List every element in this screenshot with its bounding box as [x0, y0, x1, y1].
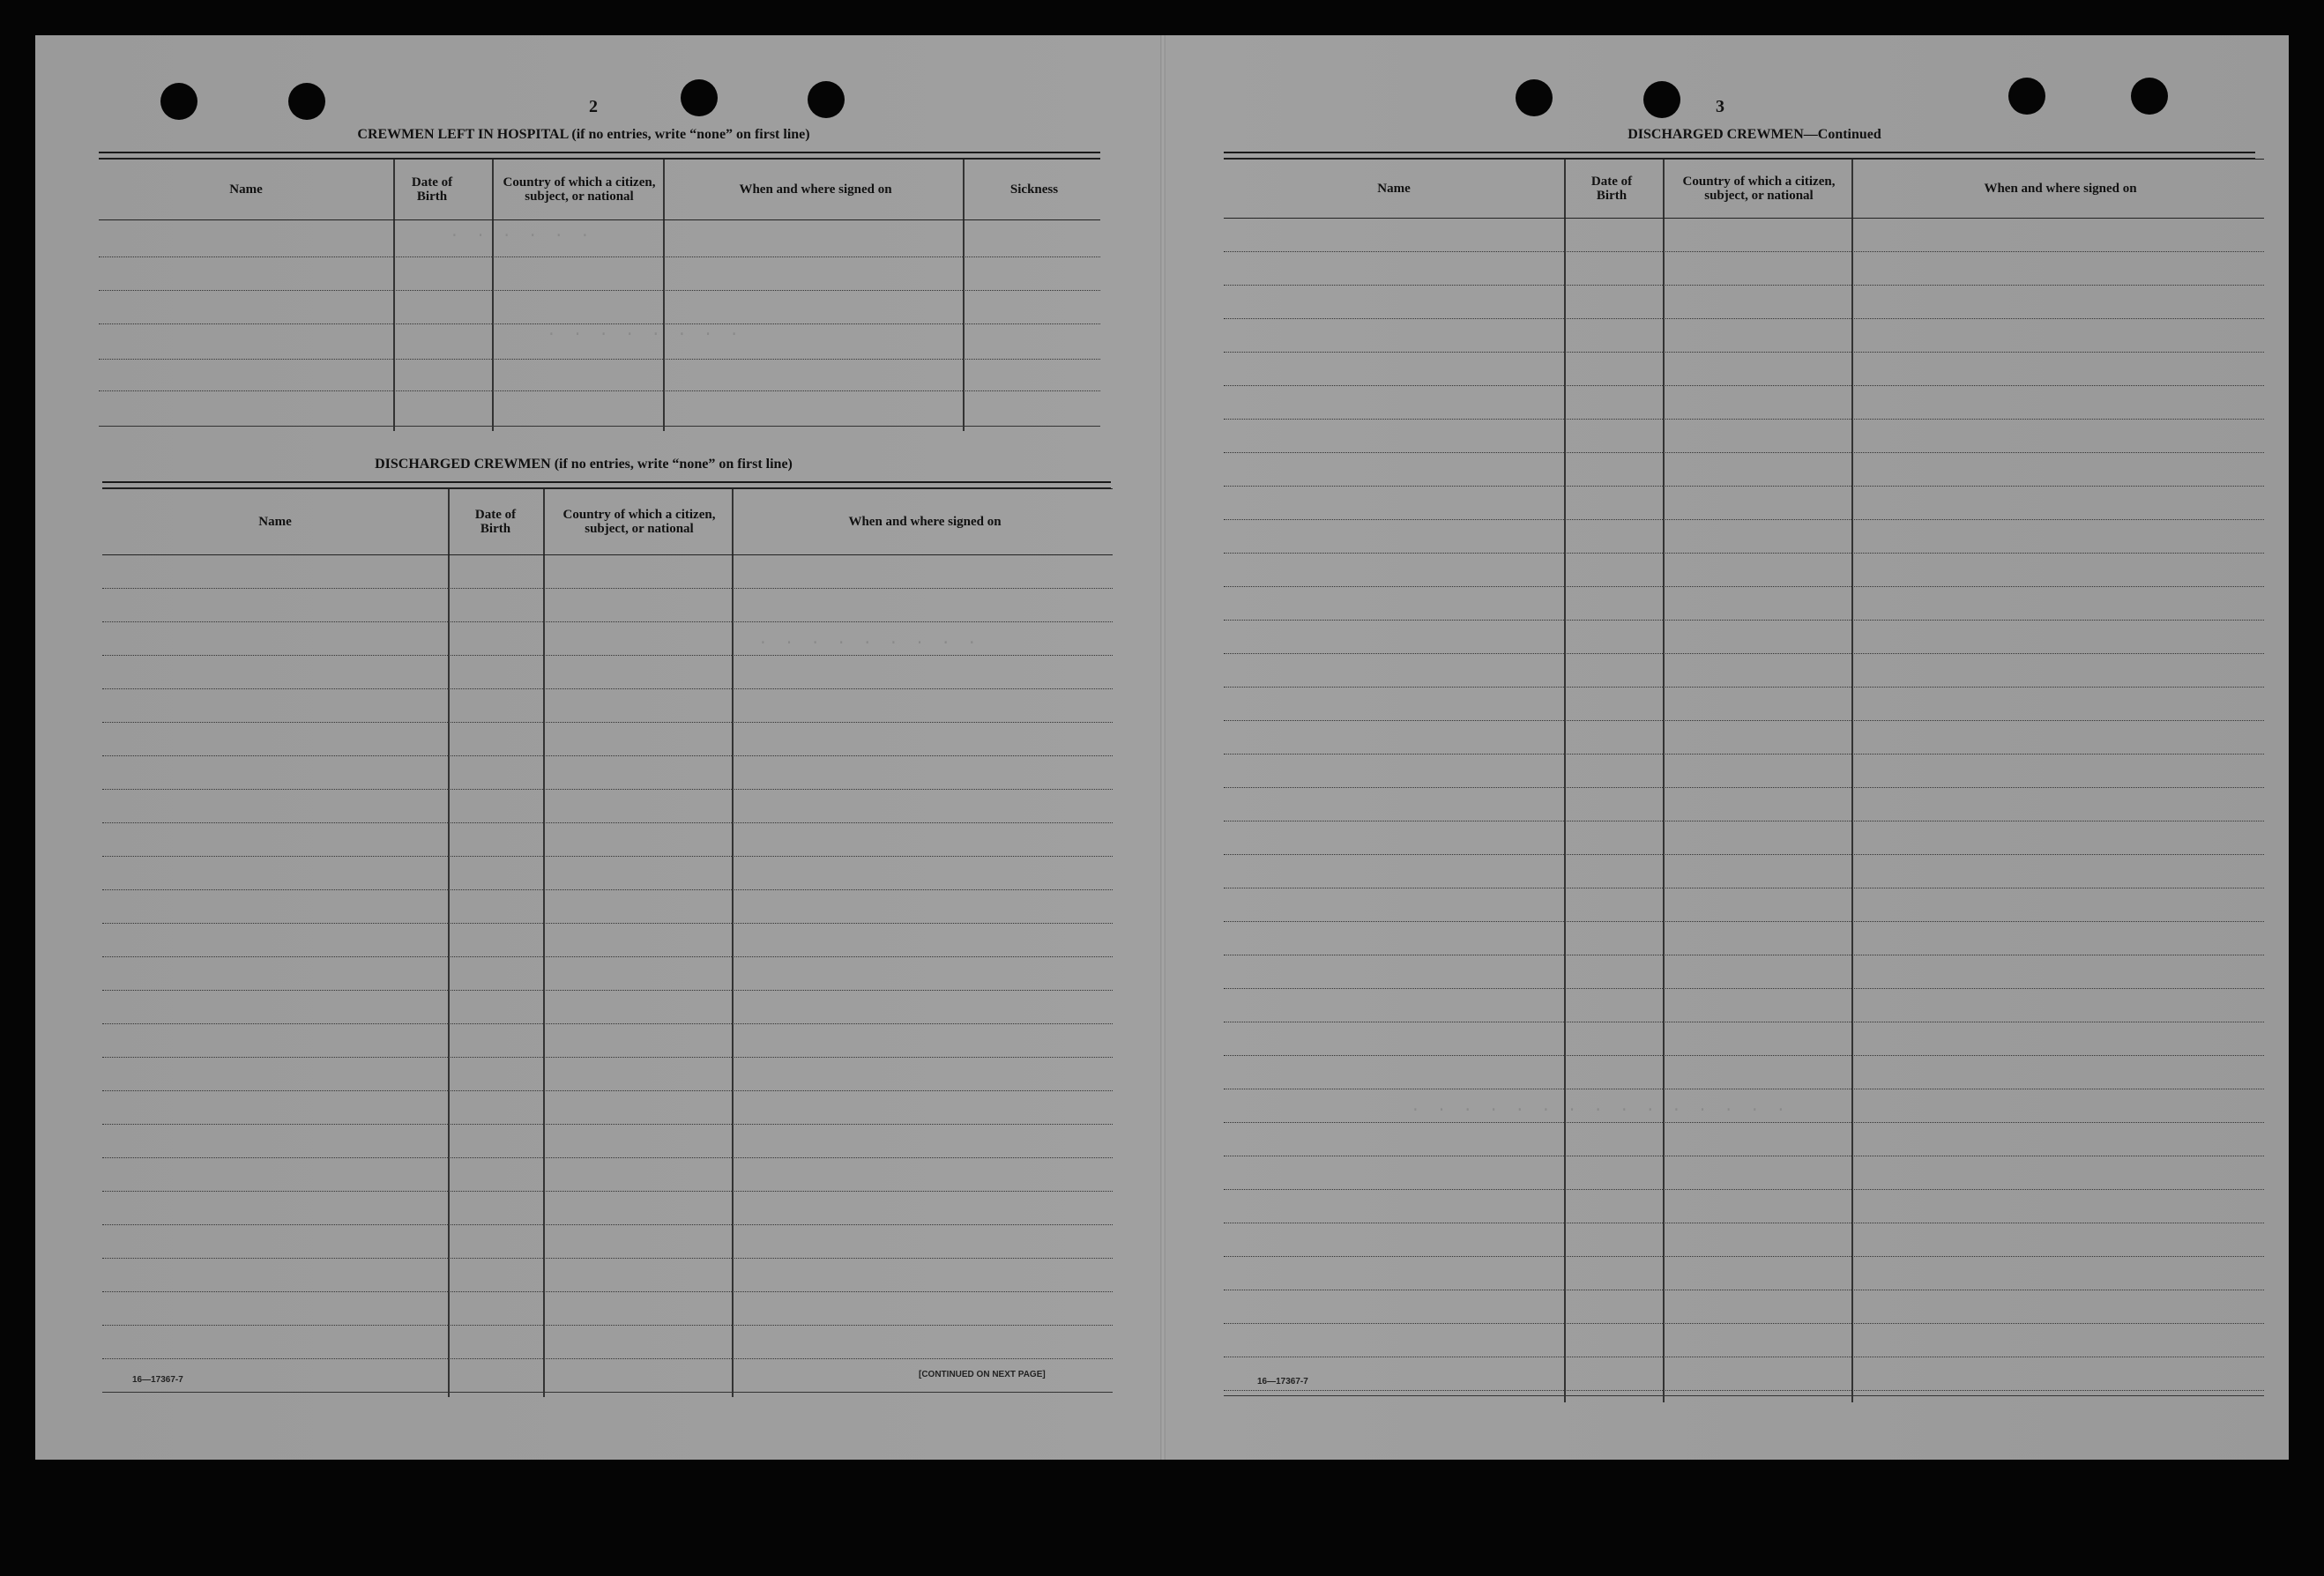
right-col-country: Country of which a citizen, subject, or national [1682, 175, 1836, 203]
table-bottom-rule [99, 426, 1100, 427]
discharged-col-country: Country of which a citizen, subject, or national [562, 508, 716, 536]
punch-hole [2008, 78, 2045, 115]
entry-line [102, 822, 1113, 823]
right-col-name: Name [1377, 182, 1411, 196]
hospital-title-rule [99, 152, 1100, 159]
entry-line [1224, 921, 2264, 922]
entry-line [1224, 519, 2264, 520]
hospital-table [99, 159, 1100, 431]
entry-line [1224, 687, 2264, 688]
entry-line [99, 256, 1100, 257]
entry-line [102, 688, 1113, 689]
entry-line [1224, 251, 2264, 252]
entry-line [99, 359, 1100, 360]
discharged-table [102, 488, 1113, 1397]
entry-line [1224, 452, 2264, 453]
entry-line [102, 990, 1113, 991]
header-rule [1224, 218, 2264, 219]
discharged-title-text: DISCHARGED CREWMEN [375, 457, 551, 472]
discharged-instruction: (if no entries, write “none” on first line) [554, 457, 793, 472]
punch-hole [1516, 79, 1553, 116]
document-sheet [35, 35, 2289, 1460]
column-divider [732, 489, 734, 1397]
entry-line [1224, 385, 2264, 386]
form-number-right: 16—17367-7 [1257, 1377, 1308, 1386]
discharged-continued-table [1224, 159, 2264, 1402]
page-number-right: 3 [1716, 97, 1724, 116]
entry-line [1224, 653, 2264, 654]
entry-line [102, 1057, 1113, 1058]
entry-line [102, 755, 1113, 756]
bleed-through-mark: · · · · · · · · · [758, 635, 980, 652]
entry-line [99, 290, 1100, 291]
entry-line [1224, 1055, 2264, 1056]
entry-line [1224, 1189, 2264, 1190]
hospital-col-sickness: Sickness [1009, 182, 1059, 197]
punch-hole [1643, 81, 1680, 118]
entry-line [102, 889, 1113, 890]
punch-hole [2131, 78, 2168, 115]
entry-line [102, 1124, 1113, 1125]
entry-line [102, 1291, 1113, 1292]
hospital-col-name: Name [229, 182, 263, 197]
entry-line [102, 1224, 1113, 1225]
punch-hole [808, 81, 845, 118]
entry-line [1224, 318, 2264, 319]
entry-line [99, 323, 1100, 324]
table-bottom-rule [102, 1392, 1113, 1393]
column-divider [1851, 160, 1853, 1402]
hospital-section-title [99, 127, 1069, 143]
entry-line [1224, 1390, 2264, 1391]
hospital-instruction: (if no entries, write “none” on first line) [571, 127, 810, 142]
entry-line [102, 789, 1113, 790]
hospital-col-birth: Date of Birth [411, 175, 453, 204]
bleed-through-mark: · · · · · · · · · · · · · · · [1411, 1102, 1790, 1119]
page-number-left: 2 [589, 97, 598, 116]
entry-line [1224, 754, 2264, 755]
discharged-title-rule [102, 481, 1111, 488]
column-divider [1663, 160, 1665, 1402]
entry-line [102, 956, 1113, 957]
entry-line [102, 1191, 1113, 1192]
entry-line [1224, 720, 2264, 721]
entry-line [102, 1023, 1113, 1024]
punch-hole [160, 83, 197, 120]
table-bottom-rule [1224, 1395, 2264, 1396]
entry-line [102, 1358, 1113, 1359]
entry-line [102, 1325, 1113, 1326]
entry-line [1224, 787, 2264, 788]
entry-line [1224, 620, 2264, 621]
bleed-through-mark: · · · · · · [450, 227, 593, 245]
form-number-left: 16—17367-7 [132, 1375, 183, 1385]
punch-hole [288, 83, 325, 120]
entry-line [1224, 486, 2264, 487]
header-rule [99, 219, 1100, 220]
right-col-signed-on: When and where signed on [1984, 182, 2137, 196]
discharged-continued-title: DISCHARGED CREWMEN—Continued [1628, 127, 1881, 142]
entry-line [99, 390, 1100, 391]
column-divider [448, 489, 450, 1397]
column-divider [543, 489, 545, 1397]
right-col-birth: Date of Birth [1590, 175, 1633, 203]
right-title-rule [1224, 152, 2255, 159]
discharged-col-name: Name [258, 515, 292, 529]
entry-line [102, 1157, 1113, 1158]
entry-line [1224, 419, 2264, 420]
continued-note: [CONTINUED ON NEXT PAGE] [919, 1370, 1046, 1379]
entry-line [1224, 1323, 2264, 1324]
entry-line [1224, 586, 2264, 587]
entry-line [102, 856, 1113, 857]
page-fold [1160, 35, 1166, 1460]
entry-line [1224, 553, 2264, 554]
discharged-section-title [99, 457, 1069, 472]
entry-line [102, 923, 1113, 924]
column-divider [1564, 160, 1566, 1402]
entry-line [1224, 1122, 2264, 1123]
entry-line [102, 722, 1113, 723]
entry-line [102, 588, 1113, 589]
entry-line [102, 655, 1113, 656]
discharged-col-birth: Date of Birth [474, 508, 517, 536]
discharged-col-signed-on: When and where signed on [848, 515, 1002, 529]
entry-line [102, 1258, 1113, 1259]
entry-line [1224, 854, 2264, 855]
hospital-title-text: CREWMEN LEFT IN HOSPITAL [357, 127, 569, 142]
entry-line [1224, 285, 2264, 286]
header-rule [102, 554, 1113, 555]
punch-hole [681, 79, 718, 116]
hospital-col-signed-on: When and where signed on [739, 182, 892, 197]
entry-line [102, 1090, 1113, 1091]
entry-line [1224, 352, 2264, 353]
bleed-through-mark: · · · · · · · · [547, 326, 743, 344]
hospital-col-country: Country of which a citizen, subject, or national [503, 175, 656, 204]
entry-line [1224, 988, 2264, 989]
entry-line [1224, 1256, 2264, 1257]
entry-line [102, 621, 1113, 622]
